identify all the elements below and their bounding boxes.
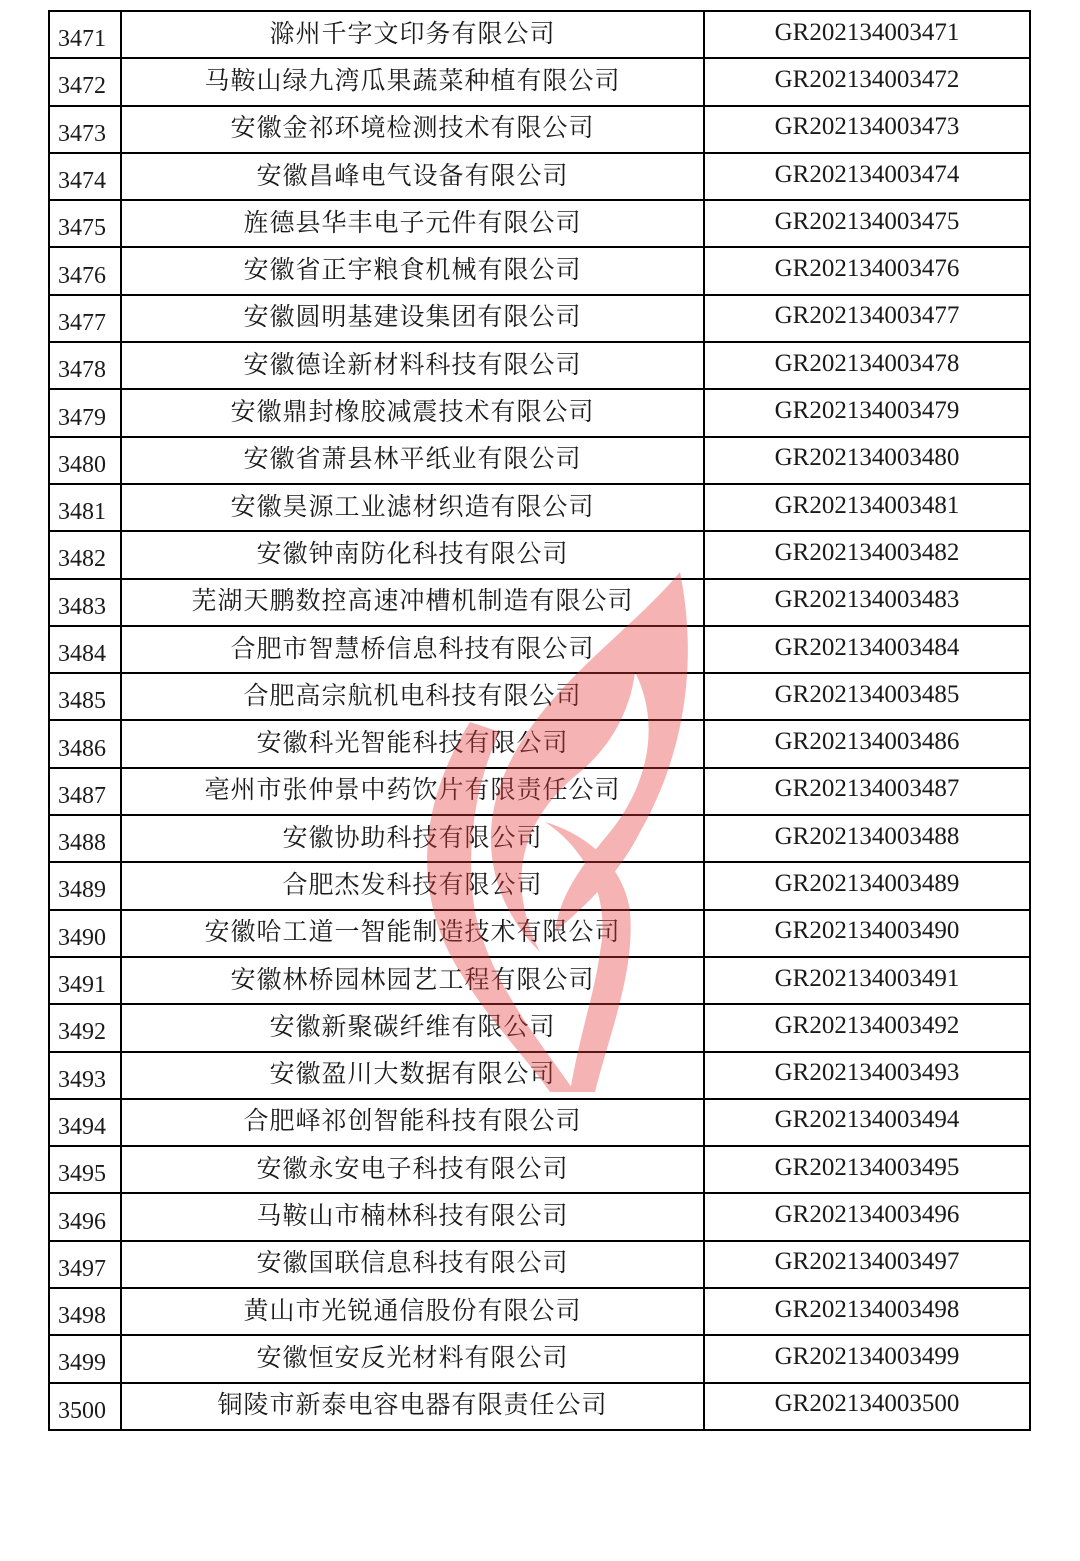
- certificate-code-cell: GR202134003482: [704, 531, 1030, 578]
- row-number-cell: 3479: [49, 389, 121, 436]
- row-number-cell: 3497: [49, 1241, 121, 1288]
- table-row: [49, 1335, 1030, 1382]
- certificate-code-cell: GR202134003479: [704, 389, 1030, 436]
- table-row: [49, 106, 1030, 153]
- certificate-code-cell: GR202134003473: [704, 106, 1030, 153]
- table-row: [49, 720, 1030, 767]
- table-row: [49, 58, 1030, 105]
- row-number-cell: 3490: [49, 910, 121, 957]
- company-name-cell: 安徽国联信息科技有限公司: [121, 1241, 704, 1288]
- row-number-cell: 3492: [49, 1004, 121, 1051]
- table-row: [49, 1288, 1030, 1335]
- table-row: [49, 389, 1030, 436]
- company-name-cell: 安徽德诠新材料科技有限公司: [121, 342, 704, 389]
- table-row: [49, 437, 1030, 484]
- row-number-cell: 3489: [49, 862, 121, 909]
- certificate-code-cell: GR202134003487: [704, 768, 1030, 815]
- company-name-cell: 安徽金祁环境检测技术有限公司: [121, 106, 704, 153]
- certificate-code-cell: GR202134003484: [704, 626, 1030, 673]
- certificate-code-cell: GR202134003481: [704, 484, 1030, 531]
- table-row: [49, 768, 1030, 815]
- company-table: [48, 10, 1031, 1431]
- company-table-container: [48, 10, 1031, 1431]
- certificate-code-cell: GR202134003480: [704, 437, 1030, 484]
- company-name-cell: 安徽钟南防化科技有限公司: [121, 531, 704, 578]
- row-number-cell: 3477: [49, 295, 121, 342]
- certificate-code-cell: GR202134003492: [704, 1004, 1030, 1051]
- certificate-code-cell: GR202134003493: [704, 1052, 1030, 1099]
- table-row: [49, 342, 1030, 389]
- row-number-cell: 3495: [49, 1146, 121, 1193]
- company-name-cell: 安徽科光智能科技有限公司: [121, 720, 704, 767]
- row-number-cell: 3472: [49, 58, 121, 105]
- row-number-cell: 3473: [49, 106, 121, 153]
- company-name-cell: 安徽永安电子科技有限公司: [121, 1146, 704, 1193]
- table-row: [49, 1099, 1030, 1146]
- table-row: [49, 1241, 1030, 1288]
- certificate-code-cell: GR202134003483: [704, 579, 1030, 626]
- table-row: [49, 11, 1030, 58]
- company-name-cell: 滁州千字文印务有限公司: [121, 11, 704, 58]
- certificate-code-cell: GR202134003475: [704, 200, 1030, 247]
- row-number-cell: 3496: [49, 1193, 121, 1240]
- row-number-cell: 3483: [49, 579, 121, 626]
- certificate-code-cell: GR202134003489: [704, 862, 1030, 909]
- company-name-cell: 安徽恒安反光材料有限公司: [121, 1335, 704, 1382]
- row-number-cell: 3481: [49, 484, 121, 531]
- table-row: [49, 153, 1030, 200]
- certificate-code-cell: GR202134003498: [704, 1288, 1030, 1335]
- row-number-cell: 3476: [49, 247, 121, 294]
- company-name-cell: 旌德县华丰电子元件有限公司: [121, 200, 704, 247]
- company-table-body: [49, 11, 1030, 1430]
- company-name-cell: 合肥峄祁创智能科技有限公司: [121, 1099, 704, 1146]
- certificate-code-cell: GR202134003478: [704, 342, 1030, 389]
- certificate-code-cell: GR202134003499: [704, 1335, 1030, 1382]
- table-row: [49, 1004, 1030, 1051]
- company-name-cell: 安徽昊源工业滤材织造有限公司: [121, 484, 704, 531]
- table-row: [49, 626, 1030, 673]
- company-name-cell: 马鞍山绿九湾瓜果蔬菜种植有限公司: [121, 58, 704, 105]
- table-row: [49, 484, 1030, 531]
- certificate-code-cell: GR202134003494: [704, 1099, 1030, 1146]
- company-name-cell: 安徽盈川大数据有限公司: [121, 1052, 704, 1099]
- table-row: [49, 1383, 1030, 1430]
- company-name-cell: 安徽省萧县林平纸业有限公司: [121, 437, 704, 484]
- row-number-cell: 3485: [49, 673, 121, 720]
- company-name-cell: 安徽省正宇粮食机械有限公司: [121, 247, 704, 294]
- company-name-cell: 亳州市张仲景中药饮片有限责任公司: [121, 768, 704, 815]
- row-number-cell: 3486: [49, 720, 121, 767]
- company-name-cell: 合肥市智慧桥信息科技有限公司: [121, 626, 704, 673]
- table-row: [49, 200, 1030, 247]
- company-name-cell: 黄山市光锐通信股份有限公司: [121, 1288, 704, 1335]
- row-number-cell: 3474: [49, 153, 121, 200]
- table-row: [49, 531, 1030, 578]
- certificate-code-cell: GR202134003485: [704, 673, 1030, 720]
- row-number-cell: 3491: [49, 957, 121, 1004]
- certificate-code-cell: GR202134003477: [704, 295, 1030, 342]
- company-name-cell: 合肥高宗航机电科技有限公司: [121, 673, 704, 720]
- certificate-code-cell: GR202134003490: [704, 910, 1030, 957]
- certificate-code-cell: GR202134003491: [704, 957, 1030, 1004]
- certificate-code-cell: GR202134003472: [704, 58, 1030, 105]
- certificate-code-cell: GR202134003497: [704, 1241, 1030, 1288]
- row-number-cell: 3494: [49, 1099, 121, 1146]
- table-row: [49, 815, 1030, 862]
- company-name-cell: 安徽林桥园林园艺工程有限公司: [121, 957, 704, 1004]
- row-number-cell: 3478: [49, 342, 121, 389]
- company-name-cell: 安徽新聚碳纤维有限公司: [121, 1004, 704, 1051]
- row-number-cell: 3480: [49, 437, 121, 484]
- row-number-cell: 3484: [49, 626, 121, 673]
- table-row: [49, 579, 1030, 626]
- certificate-code-cell: GR202134003500: [704, 1383, 1030, 1430]
- row-number-cell: 3499: [49, 1335, 121, 1382]
- row-number-cell: 3488: [49, 815, 121, 862]
- table-row: [49, 1146, 1030, 1193]
- row-number-cell: 3487: [49, 768, 121, 815]
- company-name-cell: 安徽协助科技有限公司: [121, 815, 704, 862]
- certificate-code-cell: GR202134003471: [704, 11, 1030, 58]
- table-row: [49, 957, 1030, 1004]
- company-name-cell: 马鞍山市楠林科技有限公司: [121, 1193, 704, 1240]
- certificate-code-cell: GR202134003486: [704, 720, 1030, 767]
- certificate-code-cell: GR202134003476: [704, 247, 1030, 294]
- certificate-code-cell: GR202134003496: [704, 1193, 1030, 1240]
- row-number-cell: 3498: [49, 1288, 121, 1335]
- company-name-cell: 安徽昌峰电气设备有限公司: [121, 153, 704, 200]
- company-name-cell: 铜陵市新泰电容电器有限责任公司: [121, 1383, 704, 1430]
- row-number-cell: 3493: [49, 1052, 121, 1099]
- row-number-cell: 3500: [49, 1383, 121, 1430]
- table-row: [49, 673, 1030, 720]
- table-row: [49, 1193, 1030, 1240]
- table-row: [49, 1052, 1030, 1099]
- certificate-code-cell: GR202134003474: [704, 153, 1030, 200]
- company-name-cell: 合肥杰发科技有限公司: [121, 862, 704, 909]
- table-row: [49, 910, 1030, 957]
- certificate-code-cell: GR202134003495: [704, 1146, 1030, 1193]
- company-name-cell: 安徽圆明基建设集团有限公司: [121, 295, 704, 342]
- company-name-cell: 芜湖天鹏数控高速冲槽机制造有限公司: [121, 579, 704, 626]
- row-number-cell: 3482: [49, 531, 121, 578]
- certificate-code-cell: GR202134003488: [704, 815, 1030, 862]
- company-name-cell: 安徽哈工道一智能制造技术有限公司: [121, 910, 704, 957]
- company-name-cell: 安徽鼎封橡胶减震技术有限公司: [121, 389, 704, 436]
- table-row: [49, 295, 1030, 342]
- row-number-cell: 3475: [49, 200, 121, 247]
- table-row: [49, 862, 1030, 909]
- row-number-cell: 3471: [49, 11, 121, 58]
- table-row: [49, 247, 1030, 294]
